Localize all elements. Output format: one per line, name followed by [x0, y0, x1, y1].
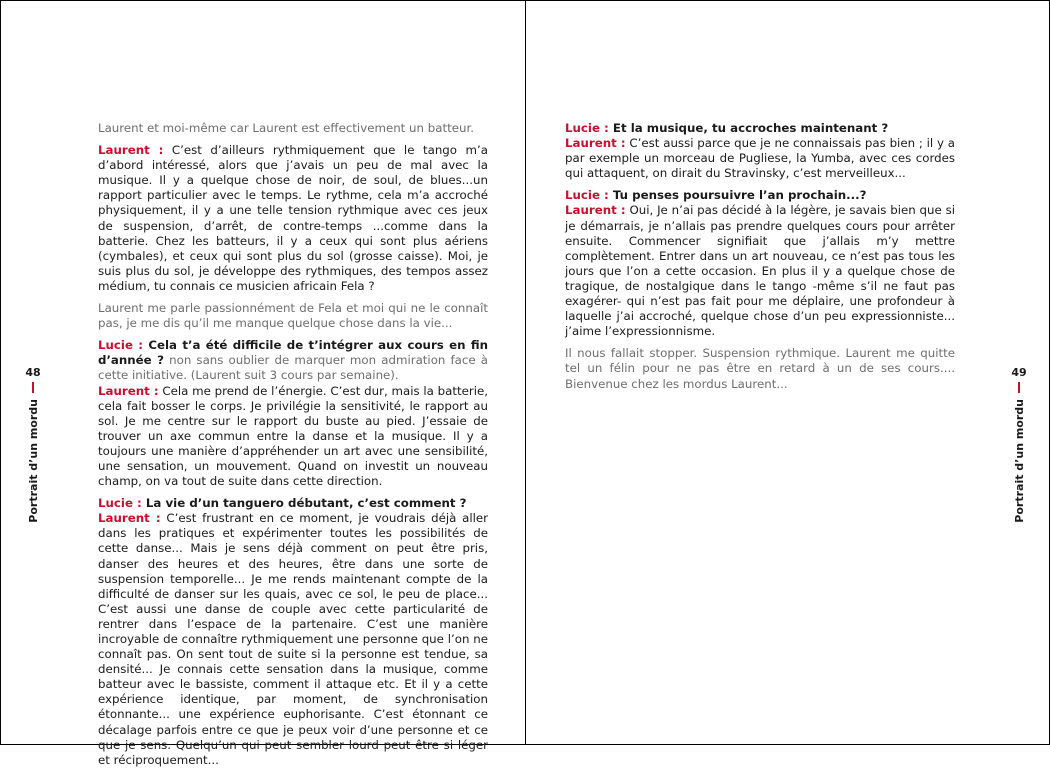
narration-paragraph: Il nous fallait stopper. Suspension rythmique. Laurent me quitte tel un félin pour ne pas être en retard à un de ses cours.... Bienvenue chez les mordus Laurent...: [565, 346, 955, 391]
dialog-text: Oui, Je n’ai pas décidé à la légère, je savais bien que si je démarrais, je n’allais pas prendre quelques cours pour arrêter ensuite. Commencer signifiait que j’allais m’y mettre complètement. Entrer dans un art nouveau, ce n’est pas tous les jours que l’on a cette occasion. En plus il y a quelque chose de tragique, de nostalgique dans le tango -même s’il ne faut pas exagérer- qui n’est pas fait pour me déplaire, une profondeur à laquelle j’ai accroché, quelque chose d’un peu expressionniste... j’aime l’expressionnisme.: [565, 203, 956, 339]
speaker-label: Laurent :: [98, 383, 159, 398]
question-text: La vie d’un tanguero débutant, c’est comment ?: [141, 496, 467, 511]
left-margin-header: [23, 366, 43, 523]
right-margin-header: [1009, 366, 1029, 523]
running-title-right: Portrait d’un mordu: [1012, 399, 1026, 523]
speaker-label: Lucie :: [565, 121, 609, 135]
left-page-text: [98, 121, 488, 775]
dialog-paragraph: [98, 338, 488, 489]
running-title-left: Portrait d’un mordu: [26, 399, 40, 523]
dialog-paragraph: [565, 121, 955, 181]
question-text: Cela t’a été difficile de t’intégrer aux cours en fin d’année ?: [98, 338, 489, 368]
accent-bar-left: [32, 382, 34, 393]
page-gutter: [525, 1, 526, 744]
dialog-text: C’est frustrant en ce moment, je voudrais déjà aller dans les pratiques et expérimenter toutes les possibilités de cette danse... Mais je sens déjà comment on peut être pris, danser des heures et des heures, être dans une sorte de suspension temporelle... Je me rends maintenant compte de la difficulté de danser sur les quais, avec ce sol, le peu de place... C’est aussi une danse de couple avec cette particularité de rentrer dans l’espace de la partenaire. C’est une manière incroyable de connaître rythmiquement une personne que l’on ne connaît pas. On sent tout de suite si la personne est tendue, sa densité... Je connais cette sensation dans la musique, comme batteur avec le bassiste, comment il attaque etc. Et il y a cette expérience identique, par moment, de synchronisation étonnante... une expérience euphorisante. C’est étonnant ce décalage parfois entre ce que je peux voir d’une personne et ce que je sens. Quelqu’un qui peut sembler lourd peut être si léger et réciproquement...: [98, 511, 488, 767]
dialog-text: C’est d’ailleurs rythmiquement que le tango m’a d’abord intéressé, alors que j’avais un peu de mal avec la musique. Il y a quelque chose de noir, de soul, de blues...un rapport particulier avec le temps. Le rythme, cela m’a accroché physiquement, il y a une telle tension rythmique avec ces jeux de suspension, d’arrêt, de contre-temps ...comme dans la batterie. Chez les batteurs, il y a ceux qui sont plus aériens (cymbales), et ceux qui sont plus du sol (grosse caisse). Moi, je suis plus du sol, je développe des rythmiques, des tempos assez médium, tu connais ce musicien africain Fela ?: [98, 143, 488, 293]
speaker-label: Laurent :: [98, 511, 161, 526]
dialog-text: C’est aussi parce que je ne connaissais pas bien ; il y a par exemple un morceau de Pugliese, la Yumba, avec ces cordes qui attaquent, on dirait du Stravinsky, c’est merveilleux...: [565, 136, 955, 181]
question-text: Et la musique, tu accroches maintenant ?: [608, 121, 889, 135]
speaker-label: Lucie :: [98, 338, 144, 353]
accent-bar-right: [1018, 382, 1020, 393]
narration-paragraph: Laurent et moi-même car Laurent est effectivement un batteur.: [98, 121, 474, 135]
narration-paragraph: Laurent me parle passionnément de Fela et moi qui ne le connaît pas, je me dis qu’il me manque quelque chose dans la vie...: [98, 301, 488, 331]
speaker-label: Laurent :: [565, 136, 626, 151]
speaker-label: Lucie :: [565, 188, 609, 203]
speaker-label: Laurent :: [565, 203, 626, 218]
speaker-label: Lucie :: [98, 496, 142, 511]
question-text: Tu penses poursuivre l’an prochain...?: [608, 188, 867, 203]
speaker-label: Laurent :: [98, 143, 164, 158]
dialog-paragraph: [98, 496, 488, 768]
dialog-text: Cela me prend de l’énergie. C’est dur, mais la batterie, cela fait bosser le corps. Je privilégie la sensitivité, le rapport au sol. Je me centre sur le rapport du buste au pied. J’essaie de trouver un axe commun entre la danse et la musique. Il y a toujours une manière d’appréhender un art avec une sensibilité, une sensation, un mouvement. Quand on investit un nouveau champ, on va tout de suite dans cette direction.: [98, 383, 489, 489]
page-number-left: 48: [25, 366, 41, 379]
page-number-right: 49: [1011, 366, 1027, 379]
dialog-paragraph: [98, 143, 488, 294]
narration-inline: non sans oublier de marquer mon admiration face à cette initiative. (Laurent suit 3 cours par semaine).: [98, 353, 488, 383]
dialog-paragraph: [565, 188, 955, 339]
right-page-text: [565, 121, 955, 399]
